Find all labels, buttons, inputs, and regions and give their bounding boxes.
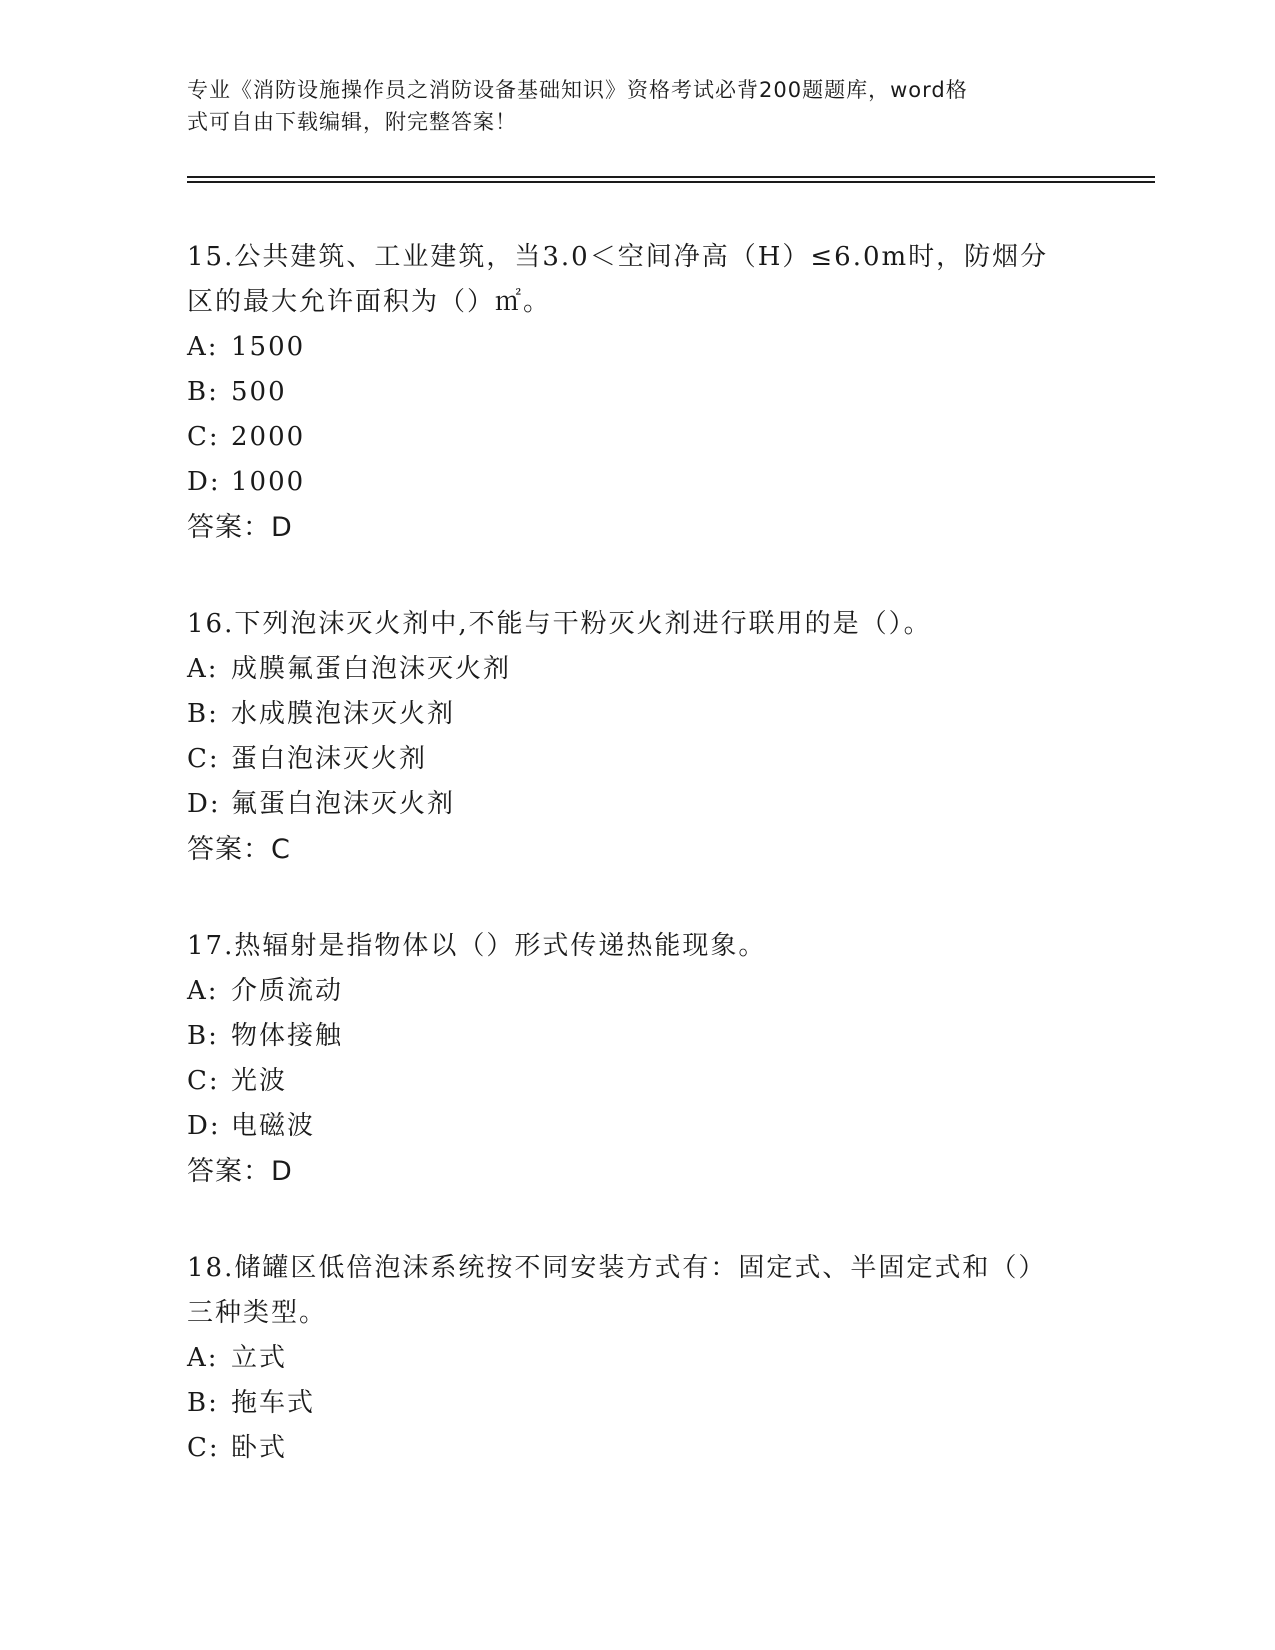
- option-text: 500: [231, 377, 287, 407]
- option-text: 立式: [231, 1343, 288, 1373]
- option-text: 水成膜泡沫灭火剂: [231, 699, 456, 729]
- option-label: D:: [187, 1111, 221, 1141]
- option-text: 成膜氟蛋白泡沫灭火剂: [231, 654, 512, 684]
- question-stem-line: 17.热辐射是指物体以（）形式传递热能现象。: [187, 931, 767, 961]
- document-header: [187, 74, 1067, 138]
- header-line-1: 专业《消防设施操作员之消防设备基础知识》资格考试必背200题题库，word格: [187, 78, 968, 102]
- option-label: A:: [187, 976, 219, 1006]
- option-label: D:: [187, 789, 221, 819]
- option-label: C:: [187, 744, 220, 774]
- question-list: [187, 235, 1067, 1471]
- question-17: [187, 924, 1067, 1194]
- question-18: [187, 1246, 1067, 1471]
- option-b: [187, 370, 1067, 415]
- option-label: A:: [187, 654, 219, 684]
- option-a: [187, 1336, 1067, 1381]
- option-b: [187, 1014, 1067, 1059]
- option-a: [187, 325, 1067, 370]
- option-text: 物体接触: [231, 1021, 344, 1051]
- option-a: [187, 647, 1067, 692]
- option-label: C:: [187, 1066, 220, 1096]
- header-divider-bottom: [187, 181, 1155, 183]
- option-text: 氟蛋白泡沫灭火剂: [231, 789, 456, 819]
- question-stem-line: 区的最大允许面积为（）㎡。: [187, 287, 552, 317]
- option-label: C:: [187, 422, 220, 452]
- question-stem-line: 18.储罐区低倍泡沫系统按不同安装方式有：固定式、半固定式和（）: [187, 1253, 1047, 1283]
- option-label: C:: [187, 1433, 220, 1463]
- question-stem-line: 三种类型。: [187, 1298, 328, 1328]
- option-label: B:: [187, 1388, 219, 1418]
- option-text: 蛋白泡沫灭火剂: [231, 744, 428, 774]
- option-label: A:: [187, 332, 219, 362]
- question-spacer: [187, 1194, 1067, 1246]
- option-b: [187, 692, 1067, 737]
- answer-line: 答案：D: [187, 1156, 293, 1187]
- option-text: 1000: [231, 467, 306, 497]
- answer-line: 答案：D: [187, 512, 293, 543]
- answer-line: 答案：C: [187, 834, 291, 865]
- option-a: [187, 969, 1067, 1014]
- question-spacer: [187, 550, 1067, 602]
- question-stem-line: 16.下列泡沫灭火剂中,不能与干粉灭火剂进行联用的是（）。: [187, 609, 932, 639]
- option-c: [187, 1059, 1067, 1104]
- header-divider-top: [187, 176, 1155, 178]
- option-label: B:: [187, 1021, 219, 1051]
- option-text: 光波: [231, 1066, 288, 1096]
- question-15: [187, 235, 1067, 550]
- question-stem-line: 15.公共建筑、工业建筑，当3.0＜空间净高（H）≤6.0m时，防烟分: [187, 242, 1049, 272]
- option-text: 1500: [231, 332, 306, 362]
- option-label: B:: [187, 699, 219, 729]
- option-d: [187, 1104, 1067, 1149]
- option-c: [187, 1426, 1067, 1471]
- question-spacer: [187, 872, 1067, 924]
- option-text: 介质流动: [231, 976, 344, 1006]
- option-text: 卧式: [231, 1433, 288, 1463]
- option-label: D:: [187, 467, 221, 497]
- option-label: B:: [187, 377, 219, 407]
- option-label: A:: [187, 1343, 219, 1373]
- option-text: 电磁波: [231, 1111, 316, 1141]
- option-d: [187, 782, 1067, 827]
- option-c: [187, 737, 1067, 782]
- option-b: [187, 1381, 1067, 1426]
- option-c: [187, 415, 1067, 460]
- header-line-2: 式可自由下载编辑，附完整答案！: [187, 110, 517, 134]
- option-text: 拖车式: [231, 1388, 316, 1418]
- option-d: [187, 460, 1067, 505]
- option-text: 2000: [231, 422, 306, 452]
- question-16: [187, 602, 1067, 872]
